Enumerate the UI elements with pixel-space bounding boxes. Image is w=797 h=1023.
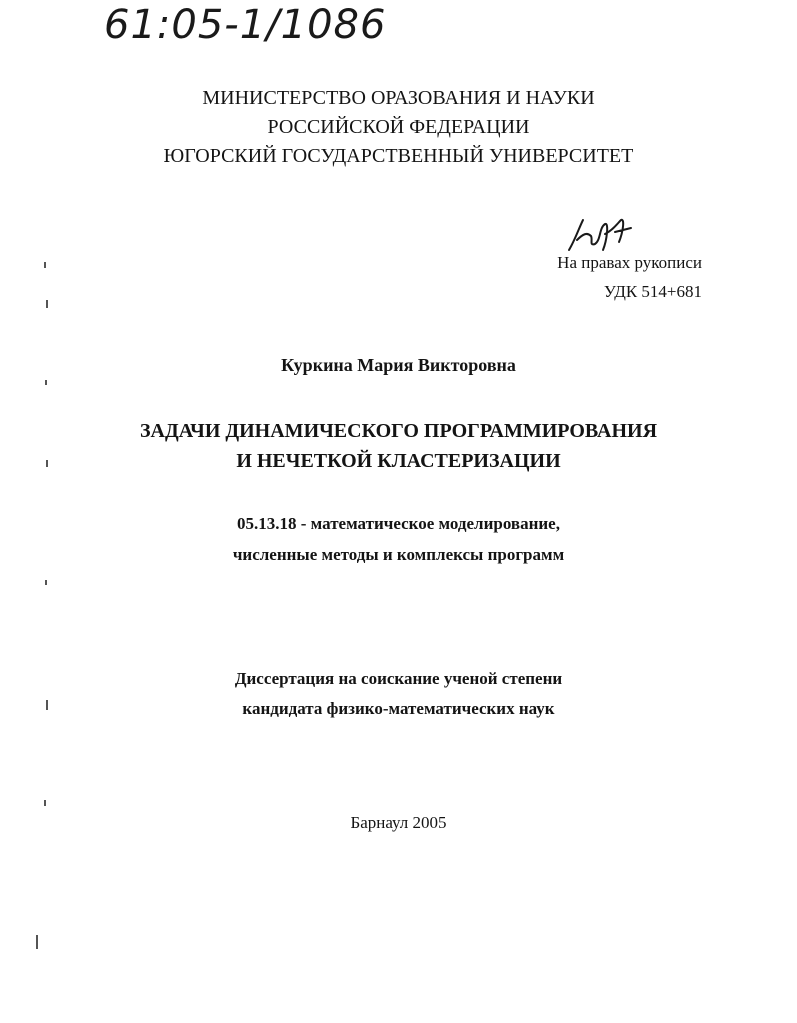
scan-margin-mark — [44, 262, 46, 268]
ministry-line-1: МИНИСТЕРСТВО ОРАЗОВАНИЯ И НАУКИ — [202, 87, 595, 109]
ministry-header — [0, 84, 797, 171]
scan-margin-mark — [44, 800, 46, 806]
title-line-2: И НЕЧЕТКОЙ КЛАСТЕРИЗАЦИИ — [236, 450, 561, 472]
ministry-line-3: ЮГОРСКИЙ ГОСУДАРСТВЕННЫЙ УНИВЕРСИТЕТ — [163, 145, 634, 167]
handwritten-signature — [565, 210, 635, 258]
degree-line-2: кандидата физико-математических наук — [242, 699, 555, 718]
degree-statement — [0, 664, 797, 724]
author-name: Куркина Мария Викторовна — [281, 355, 516, 375]
specialty-line-1: 05.13.18 - математическое моделирование, — [237, 514, 560, 533]
specialty-code — [0, 508, 797, 570]
udk-code: УДК 514+681 — [603, 282, 702, 301]
specialty-line-2: численные методы и комплексы программ — [232, 545, 565, 564]
title-line-1: ЗАДАЧИ ДИНАМИЧЕСКОГО ПРОГРАММИРОВАНИЯ — [139, 420, 658, 442]
scan-margin-mark — [45, 580, 47, 585]
degree-line-1: Диссертация на соискание ученой степени — [234, 669, 563, 688]
scan-margin-mark — [46, 300, 48, 308]
dissertation-title — [0, 416, 797, 476]
scan-margin-mark — [36, 935, 38, 949]
archive-stamp-number: 61:05-1/1086 — [104, 2, 387, 48]
scan-margin-mark — [46, 700, 48, 710]
scan-margin-mark — [45, 380, 47, 385]
scan-margin-mark — [46, 460, 48, 467]
ministry-line-2: РОССИЙСКОЙ ФЕДЕРАЦИИ — [267, 116, 530, 138]
city-year: Барнаул 2005 — [350, 813, 447, 832]
manuscript-rights: На правах рукописи — [557, 253, 702, 272]
